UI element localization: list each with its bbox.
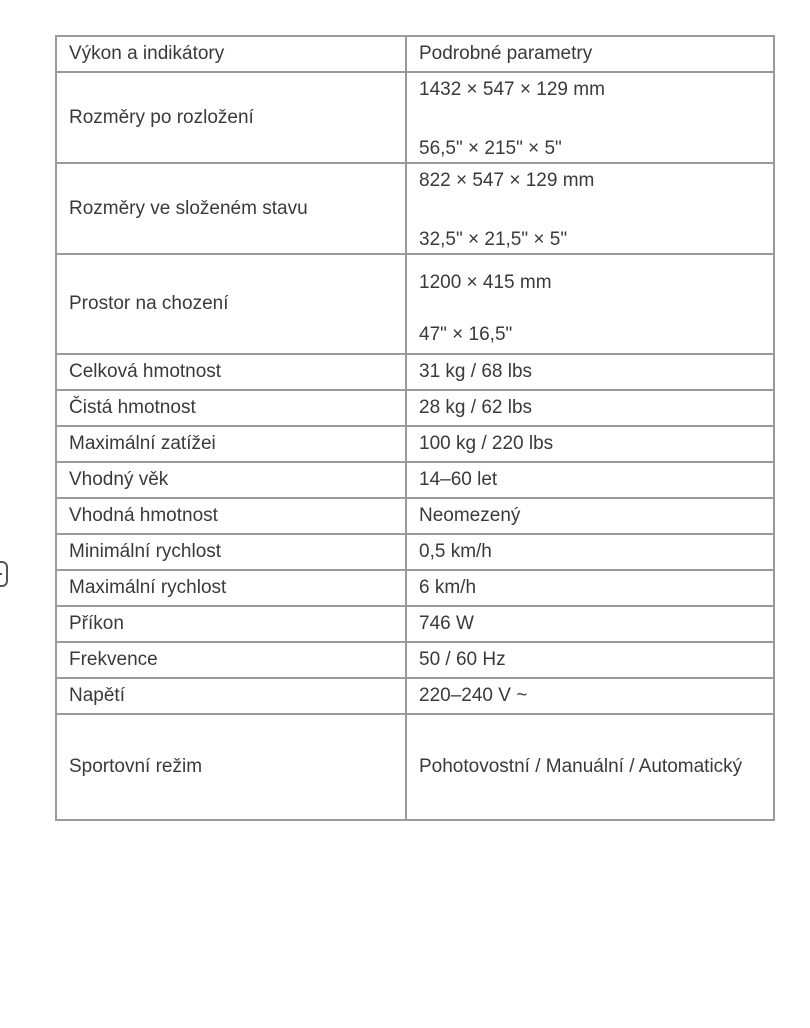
table-row <box>56 426 774 462</box>
table-row <box>56 498 774 534</box>
row-value <box>406 72 774 163</box>
table-row <box>56 570 774 606</box>
row-label: Prostor na chození <box>56 254 406 354</box>
row-label: Čistá hmotnost <box>56 390 406 426</box>
table-row <box>56 254 774 354</box>
row-label: Rozměry ve složeném stavu <box>56 163 406 254</box>
value-metric: 1432 × 547 × 129 mm <box>419 79 605 100</box>
row-value: Pohotovostní / Manuální / Automatický <box>406 714 774 820</box>
table-row <box>56 462 774 498</box>
row-label: Napětí <box>56 678 406 714</box>
row-label: Sportovní režim <box>56 714 406 820</box>
row-value <box>406 254 774 354</box>
spec-table <box>55 35 775 821</box>
value-metric: 822 × 547 × 129 mm <box>419 170 595 191</box>
row-label: Vhodný věk <box>56 462 406 498</box>
row-label: Vhodná hmotnost <box>56 498 406 534</box>
row-label: Maximální zatížei <box>56 426 406 462</box>
row-value: 0,5 km/h <box>406 534 774 570</box>
row-value: 14–60 let <box>406 462 774 498</box>
row-value: 31 kg / 68 lbs <box>406 354 774 390</box>
table-row <box>56 354 774 390</box>
row-value: 746 W <box>406 606 774 642</box>
value-imperial: 32,5" × 21,5" × 5" <box>419 229 568 250</box>
value-metric: 1200 × 415 mm <box>419 271 552 293</box>
header-parameters: Podrobné parametry <box>406 36 774 72</box>
table-row <box>56 678 774 714</box>
table-row <box>56 390 774 426</box>
row-value: 100 kg / 220 lbs <box>406 426 774 462</box>
row-label: Frekvence <box>56 642 406 678</box>
cropped-edge-icon <box>0 561 8 587</box>
row-label: Maximální rychlost <box>56 570 406 606</box>
row-value: 50 / 60 Hz <box>406 642 774 678</box>
table-row <box>56 642 774 678</box>
table-row <box>56 72 774 163</box>
row-value <box>406 163 774 254</box>
row-label: Příkon <box>56 606 406 642</box>
row-label: Minimální rychlost <box>56 534 406 570</box>
table-row <box>56 714 774 820</box>
value-imperial: 47" × 16,5" <box>419 323 513 345</box>
table-row <box>56 606 774 642</box>
row-value: 6 km/h <box>406 570 774 606</box>
row-label: Celková hmotnost <box>56 354 406 390</box>
table-row <box>56 534 774 570</box>
row-value: 28 kg / 62 lbs <box>406 390 774 426</box>
header-performance: Výkon a indikátory <box>56 36 406 72</box>
row-value: Neomezený <box>406 498 774 534</box>
value-imperial: 56,5" × 215" × 5" <box>419 138 562 159</box>
table-row <box>56 163 774 254</box>
row-label: Rozměry po rozložení <box>56 72 406 163</box>
row-value: 220–240 V ~ <box>406 678 774 714</box>
table-header-row <box>56 36 774 72</box>
